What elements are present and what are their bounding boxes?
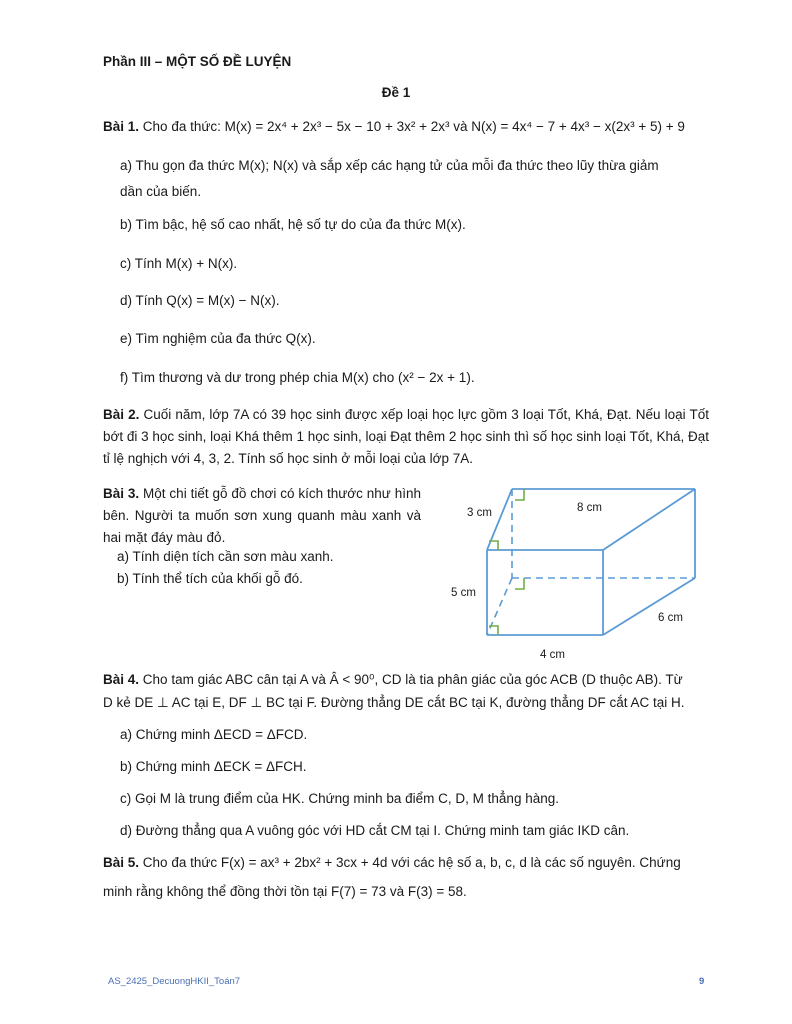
bai1-item-f: f) Tìm thương và dư trong phép chia M(x) cho (x² − 2x + 1). (120, 370, 475, 385)
dim-label-top: 8 cm (577, 502, 602, 514)
bai1-item-a: a) Thu gọn đa thức M(x); N(x) và sắp xếp các hạng tử của mỗi đa thức theo lũy thừa giảm (120, 158, 659, 173)
bai4-item-a: a) Chứng minh ΔECD = ΔFCD. (120, 727, 308, 742)
bai5-line2: minh rằng không thể đồng thời tồn tại F(7) = 73 và F(3) = 58. (103, 884, 467, 899)
right-angle-mark (515, 489, 524, 500)
bai1-item-e: e) Tìm nghiệm của đa thức Q(x). (120, 331, 316, 346)
right-angle-mark (515, 578, 524, 589)
bai4-label: Bài 4. (103, 672, 140, 687)
section-title: Phần III – MỘT SỐ ĐỀ LUYỆN (103, 54, 292, 69)
bai1-item-d: d) Tính Q(x) = M(x) − N(x). (120, 293, 280, 308)
bai1-item-a-cont: dần của biến. (120, 184, 202, 199)
bai4-intro-line1 (103, 672, 683, 688)
bai1-intro-text: Cho đa thức: M(x) = 2x⁴ + 2x³ − 5x − 10 + 3x² + 2x³ và N(x) = 4x⁴ − 7 + 4x³ − x(2x³ + 5) + 9 (142, 119, 685, 134)
bai5-text1: Cho đa thức F(x) = ax³ + 2bx² + 3cx + 4d với các hệ số a, b, c, d là các số nguyên. Chứng (142, 855, 681, 870)
bai4-item-c: c) Gọi M là trung điểm của HK. Chứng minh ba điểm C, D, M thẳng hàng. (120, 791, 559, 806)
exam-title: Đề 1 (381, 85, 411, 100)
bai2-label: Bài 2. (103, 407, 140, 422)
bai4-item-d: d) Đường thẳng qua A vuông góc với HD cắt CM tại I. Chứng minh tam giác IKD cân. (120, 823, 630, 838)
bai5-line1 (103, 855, 681, 870)
bai3-label: Bài 3. (103, 486, 140, 501)
bai4-intro1-text: Cho tam giác ABC cân tại A và Â < 90⁰, CD là tia phân giác của góc ACB (D thuộc AB). Từ (142, 672, 683, 687)
prism-edge (603, 489, 695, 550)
bai5-label: Bài 5. (103, 855, 140, 870)
bai3-item-a: a) Tính diện tích cần sơn màu xanh. (117, 549, 334, 564)
dim-label-bottom: 4 cm (540, 649, 565, 661)
bai3-text: Một chi tiết gỗ đồ chơi có kích thước như hình bên. Người ta muốn sơn xung quanh màu xanh và hai mặt đáy màu đỏ. (103, 486, 421, 545)
bai2-text: Cuối năm, lớp 7A có 39 học sinh được xếp loại học lực gồm 3 loại Tốt, Khá, Đạt. Nếu loại Tốt bớt đi 3 học sinh, loại Khá thêm 1 học sinh, loại Đạt thêm 2 học sinh thì số học sinh loại Tốt, Khá, Đạt tỉ lệ nghịch với 4, 3, 2. Tính số học sinh ở mỗi loại của lớp 7A. (103, 407, 709, 466)
bai4-item-b: b) Chứng minh ΔECK = ΔFCH. (120, 759, 307, 774)
dim-label-top-left: 3 cm (467, 507, 492, 519)
footer-doc-name: AS_2425_DecuongHKII_Toán7 (108, 976, 241, 987)
footer-page-number: 9 (699, 976, 705, 987)
prism-edge (603, 578, 695, 635)
bai4-intro-line2: D kẻ DE ⊥ AC tại E, DF ⊥ BC tại F. Đường thẳng DE cắt BC tại K, đường thẳng DF cắt AC tại H. (103, 695, 685, 710)
bai3-item-b: b) Tính thể tích của khối gỗ đó. (117, 571, 303, 586)
bai1-label: Bài 1. (103, 119, 140, 134)
bai1-item-b: b) Tìm bậc, hệ số cao nhất, hệ số tự do của đa thức M(x). (120, 217, 466, 232)
bai1-item-c: c) Tính M(x) + N(x). (120, 256, 238, 271)
dim-label-right: 6 cm (658, 612, 683, 624)
dim-label-left: 5 cm (451, 587, 476, 599)
